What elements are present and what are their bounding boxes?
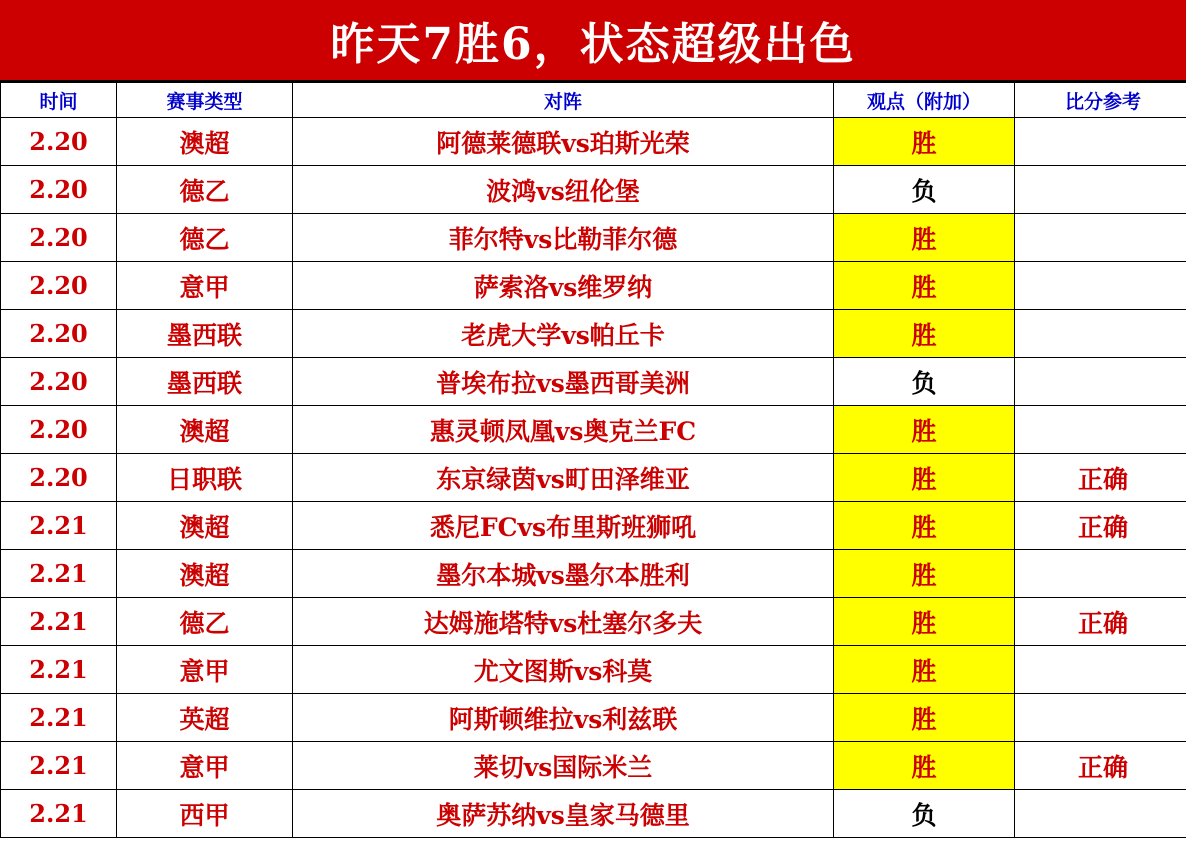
column-header-match: 对阵 <box>293 83 834 118</box>
cell-league: 德乙 <box>117 214 293 262</box>
cell-league: 澳超 <box>117 118 293 166</box>
cell-score <box>1015 262 1186 310</box>
cell-time: 2.20 <box>1 454 117 502</box>
cell-league: 澳超 <box>117 550 293 598</box>
cell-time: 2.21 <box>1 742 117 790</box>
cell-league: 墨西联 <box>117 358 293 406</box>
cell-view: 胜 <box>834 262 1015 310</box>
column-header-view: 观点（附加） <box>834 83 1015 118</box>
column-header-league: 赛事类型 <box>117 83 293 118</box>
cell-view: 胜 <box>834 502 1015 550</box>
cell-match: 萨索洛vs维罗纳 <box>293 262 834 310</box>
cell-match: 普埃布拉vs墨西哥美洲 <box>293 358 834 406</box>
cell-score <box>1015 790 1186 838</box>
column-header-time: 时间 <box>1 83 117 118</box>
cell-match: 尤文图斯vs科莫 <box>293 646 834 694</box>
table-header <box>1 83 1186 118</box>
cell-score: 正确 <box>1015 742 1186 790</box>
table-body <box>1 118 1186 838</box>
cell-view: 胜 <box>834 454 1015 502</box>
cell-match: 阿斯顿维拉vs利兹联 <box>293 694 834 742</box>
fixtures-table <box>0 82 1186 838</box>
cell-view: 胜 <box>834 310 1015 358</box>
cell-match: 悉尼FCvs布里斯班狮吼 <box>293 502 834 550</box>
table-row <box>1 790 1186 838</box>
cell-time: 2.20 <box>1 310 117 358</box>
table-row <box>1 214 1186 262</box>
cell-view: 胜 <box>834 598 1015 646</box>
cell-score <box>1015 550 1186 598</box>
cell-time: 2.20 <box>1 214 117 262</box>
cell-time: 2.20 <box>1 358 117 406</box>
table-row <box>1 550 1186 598</box>
cell-match: 惠灵顿凤凰vs奥克兰FC <box>293 406 834 454</box>
table-row <box>1 598 1186 646</box>
cell-time: 2.21 <box>1 598 117 646</box>
table-row <box>1 358 1186 406</box>
table-row <box>1 502 1186 550</box>
cell-score <box>1015 646 1186 694</box>
cell-league: 德乙 <box>117 166 293 214</box>
cell-league: 墨西联 <box>117 310 293 358</box>
cell-view: 胜 <box>834 742 1015 790</box>
cell-score: 正确 <box>1015 598 1186 646</box>
cell-time: 2.21 <box>1 646 117 694</box>
cell-league: 西甲 <box>117 790 293 838</box>
cell-league: 澳超 <box>117 406 293 454</box>
cell-match: 东京绿茵vs町田泽维亚 <box>293 454 834 502</box>
cell-league: 意甲 <box>117 646 293 694</box>
cell-view: 胜 <box>834 406 1015 454</box>
cell-view: 胜 <box>834 646 1015 694</box>
cell-view: 胜 <box>834 694 1015 742</box>
cell-league: 意甲 <box>117 262 293 310</box>
header-banner <box>0 0 1186 82</box>
table-row <box>1 454 1186 502</box>
cell-time: 2.20 <box>1 406 117 454</box>
cell-score <box>1015 310 1186 358</box>
cell-match: 莱切vs国际米兰 <box>293 742 834 790</box>
cell-time: 2.21 <box>1 550 117 598</box>
cell-match: 达姆施塔特vs杜塞尔多夫 <box>293 598 834 646</box>
cell-score: 正确 <box>1015 502 1186 550</box>
cell-match: 阿德莱德联vs珀斯光荣 <box>293 118 834 166</box>
cell-view: 胜 <box>834 118 1015 166</box>
cell-match: 菲尔特vs比勒菲尔德 <box>293 214 834 262</box>
column-header-score: 比分参考 <box>1015 83 1186 118</box>
cell-match: 波鸿vs纽伦堡 <box>293 166 834 214</box>
cell-view: 负 <box>834 790 1015 838</box>
cell-match: 墨尔本城vs墨尔本胜利 <box>293 550 834 598</box>
cell-score: 正确 <box>1015 454 1186 502</box>
cell-match: 老虎大学vs帕丘卡 <box>293 310 834 358</box>
table-row <box>1 310 1186 358</box>
cell-league: 意甲 <box>117 742 293 790</box>
cell-view: 胜 <box>834 550 1015 598</box>
cell-score <box>1015 358 1186 406</box>
page-title: 昨天7胜6，状态超级出色 <box>330 19 856 70</box>
cell-score <box>1015 214 1186 262</box>
cell-score <box>1015 118 1186 166</box>
table-row <box>1 646 1186 694</box>
cell-score <box>1015 406 1186 454</box>
cell-league: 英超 <box>117 694 293 742</box>
cell-league: 澳超 <box>117 502 293 550</box>
cell-time: 2.21 <box>1 694 117 742</box>
cell-view: 负 <box>834 166 1015 214</box>
table-row <box>1 406 1186 454</box>
cell-view: 胜 <box>834 214 1015 262</box>
cell-score <box>1015 166 1186 214</box>
table-row <box>1 262 1186 310</box>
cell-time: 2.20 <box>1 118 117 166</box>
cell-match: 奥萨苏纳vs皇家马德里 <box>293 790 834 838</box>
cell-time: 2.21 <box>1 790 117 838</box>
cell-league: 德乙 <box>117 598 293 646</box>
cell-league: 日职联 <box>117 454 293 502</box>
cell-time: 2.21 <box>1 502 117 550</box>
table-row <box>1 118 1186 166</box>
table-row <box>1 694 1186 742</box>
table-row <box>1 742 1186 790</box>
table-header-row <box>1 83 1186 118</box>
cell-view: 负 <box>834 358 1015 406</box>
table-row <box>1 166 1186 214</box>
cell-time: 2.20 <box>1 262 117 310</box>
cell-time: 2.20 <box>1 166 117 214</box>
cell-score <box>1015 694 1186 742</box>
